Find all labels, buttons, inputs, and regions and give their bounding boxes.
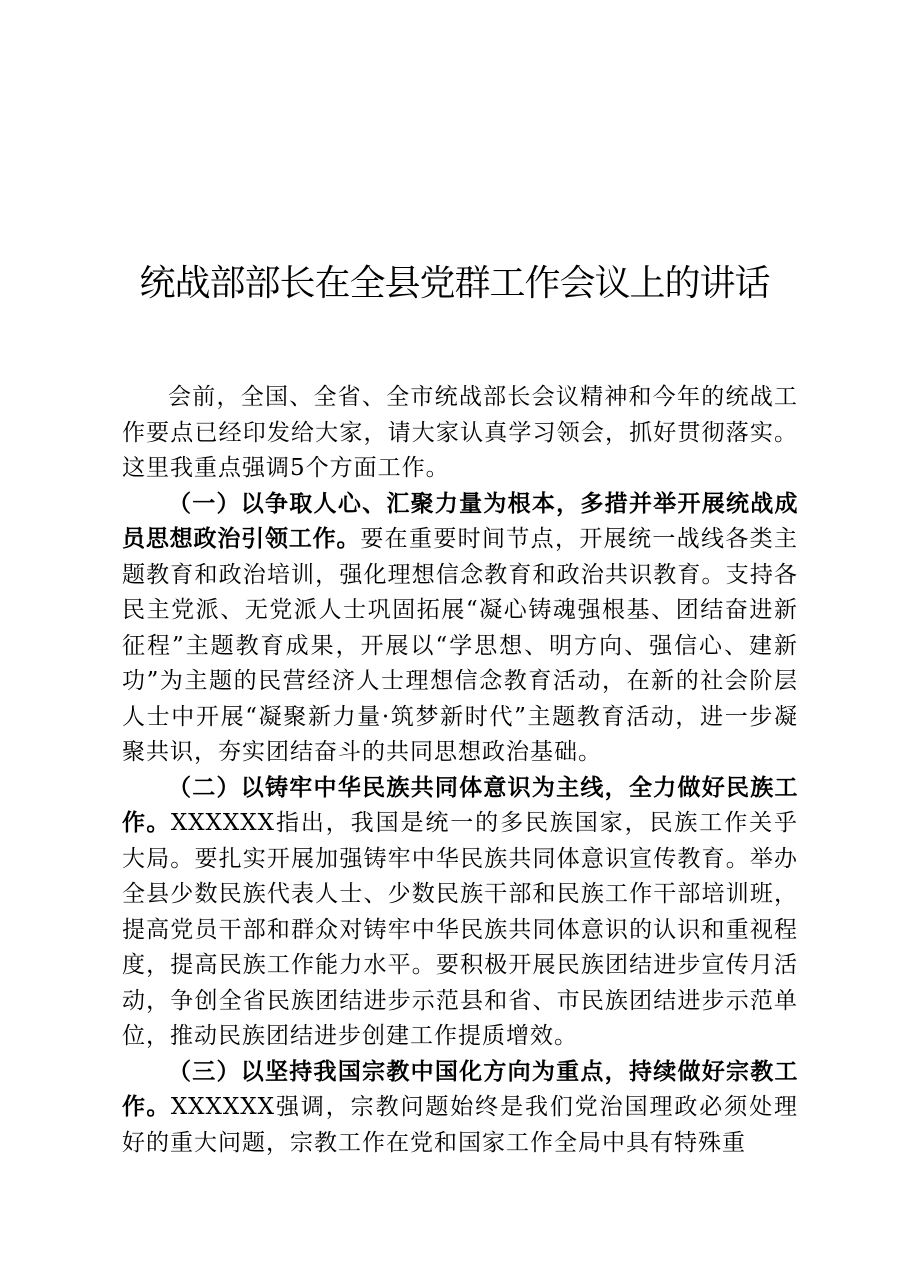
paragraph-intro [122, 380, 798, 487]
paragraph-section-1 [122, 487, 798, 771]
paragraph-text: 要在重要时间节点，开展统一战线各类主题教育和政治培训，强化理想信念教育和政治共识教育。支持各民主党派、无党派人士巩固拓展“凝心铸魂强根基、团结奋进新征程”主题教育成果，开展以“学思想、明方向、强信心、建新功”为主题的民营经济人士理想信念教育活动，在新的社会阶层人士中开展“凝聚新力量·筑梦新时代”主题教育活动，进一步凝聚共识，夯实团结奋斗的共同思想政治基础。 [122, 526, 799, 765]
paragraph-text: XXXXXX强调，宗教问题始终是我们党治国理政必须处理好的重大问题，宗教工作在党和国家工作全局中具有特殊重 [122, 1094, 799, 1156]
paragraph-text: XXXXXX指出，我国是统一的多民族国家，民族工作关乎大局。要扎实开展加强铸牢中华民族共同体意识宣传教育。举办全县少数民族代表人士、少数民族干部和民族工作干部培训班，提高党员干部和群众对铸牢中华民族共同体意识的认识和重视程度，提高民族工作能力水平。要积极开展民族团结进步宣传月活动，争创全省民族团结进步示范县和省、市民族团结进步示范单位，推动民族团结进步创建工作提质增效。 [122, 810, 799, 1049]
paragraph-section-2 [122, 771, 798, 1055]
paragraph-section-3 [122, 1055, 798, 1162]
paragraph-lead: （一）以争取人心、汇聚力量为根本，多措并举开展统战成员思想政治引领工作。 [122, 490, 798, 552]
document-title: 统战部部长在全县党群工作会议上的讲话 [139, 263, 770, 304]
paragraph-text: 会前，全国、全省、全市统战部长会议精神和今年的统战工作要点已经印发给大家，请大家认真学习领会，抓好贯彻落实。这里我重点强调5个方面工作。 [122, 384, 798, 481]
document-body [122, 380, 798, 1161]
paragraph-lead: （三）以坚持我国宗教中国化方向为重点，持续做好宗教工作。 [122, 1058, 798, 1120]
paragraph-lead: （二）以铸牢中华民族共同体意识为主线，全力做好民族工作。 [122, 774, 798, 836]
